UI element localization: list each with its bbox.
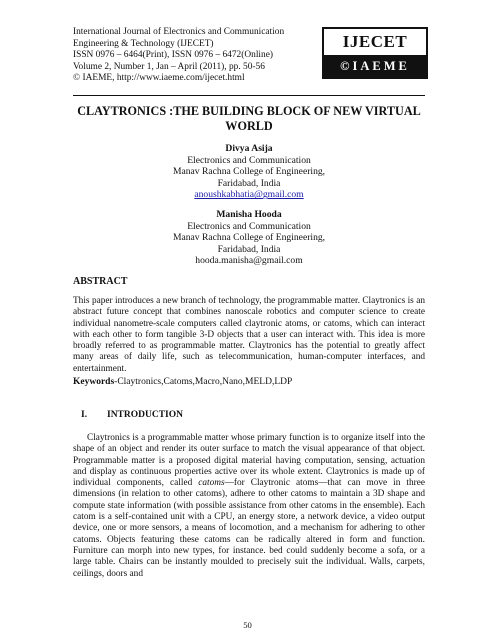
author-dept: Electronics and Communication <box>187 154 311 166</box>
keywords-label: Keywords <box>73 377 115 387</box>
author-block <box>73 209 425 267</box>
paper-title <box>73 104 425 134</box>
author-college: Manav Rachna College of Engineering, <box>172 166 326 178</box>
section-number: I. <box>81 410 88 420</box>
introduction-body <box>73 433 425 580</box>
intro-emphasis: catoms <box>198 478 225 489</box>
author-city: Faridabad, India <box>217 177 281 189</box>
author-name: Manisha Hooda <box>216 209 282 220</box>
journal-line: Engineering & Technology (IJECET) <box>73 38 214 49</box>
author-dept: Electronics and Communication <box>187 220 311 232</box>
keywords-list: -Claytronics,Catoms,Macro,Nano,MELD,LDP <box>114 377 293 387</box>
logo-top-text: IJECET <box>342 32 408 51</box>
page-number: 50 <box>243 620 252 630</box>
header-rule <box>73 95 425 96</box>
journal-line: ISSN 0976 – 6464(Print), ISSN 0976 – 6472(Online) <box>73 50 274 61</box>
journal-line: © IAEME, http://www.iaeme.com/ijecet.html <box>73 73 245 84</box>
section-title: INTRODUCTION <box>107 410 184 420</box>
title-line: WORLD <box>225 119 273 133</box>
keywords <box>73 377 292 387</box>
section-heading <box>73 410 183 420</box>
intro-paragraph <box>73 433 425 580</box>
author-email-link[interactable]: anoushkabhatia@gmail.com <box>194 189 304 201</box>
intro-text-part: —for Claytronic atoms—that can move in three dimensions (in relation to other catoms), adhere to other catoms to maintain a 3D shape and compute state information (with possible assistance from other catoms in the ensemble). Each catom is a self-contained unit with a CPU, an energy store, a network device, a video output device, one or more sensors, a means of locomotion, and a mechanism for adhering to other catoms. Objects featuring these catoms can be radically altered in form and function. Furniture can morph into new types, for instance. bed could suddenly become a sofa, or a large table. Chairs can be instantly moulded to precisely suit the individual. Walls, carpets, ceilings, doors and <box>73 478 425 579</box>
intro-text-part: Claytronics is a programmable matter whose primary function is to organize itself into the shape of an object and render its outer surface to match the visual appearance of that object. Programmable matter is a proposed digital material having computation, sensing, actuation and display as continuous properties active over its whole extent. Claytronics is made up of individual components, called <box>73 433 425 489</box>
journal-logo <box>322 27 428 79</box>
author-block <box>73 143 425 201</box>
logo-bottom-text: ©IAEME <box>324 55 426 77</box>
abstract-heading: ABSTRACT <box>73 276 128 287</box>
author-college: Manav Rachna College of Engineering, <box>172 232 326 244</box>
journal-line: Volume 2, Number 1, Jan – April (2011), pp. 50-56 <box>73 61 265 72</box>
abstract-text: This paper introduces a new branch of technology, the programmable matter. Claytronics is an abstract future concept that combines nanoscale robotics and computer science to create individual nanometre-scale computers called claytronic atoms, or catoms, which can interact with each other to form tangible 3-D objects that a user can interact with. This idea is more broadly referred to as programmable matter. Claytronics has the potential to greatly affect many areas of daily life, such as telecommunication, human-computer interfaces, and entertainment. <box>73 296 425 374</box>
journal-line: International Journal of Electronics and Communication <box>73 27 285 37</box>
author-name: Divya Asija <box>225 143 273 154</box>
title-line: CLAYTRONICS :THE BUILDING BLOCK OF NEW VIRTUAL <box>77 104 421 118</box>
author-city: Faridabad, India <box>217 243 281 255</box>
author-email: hooda.manisha@gmail.com <box>195 255 303 267</box>
journal-info <box>73 27 313 85</box>
